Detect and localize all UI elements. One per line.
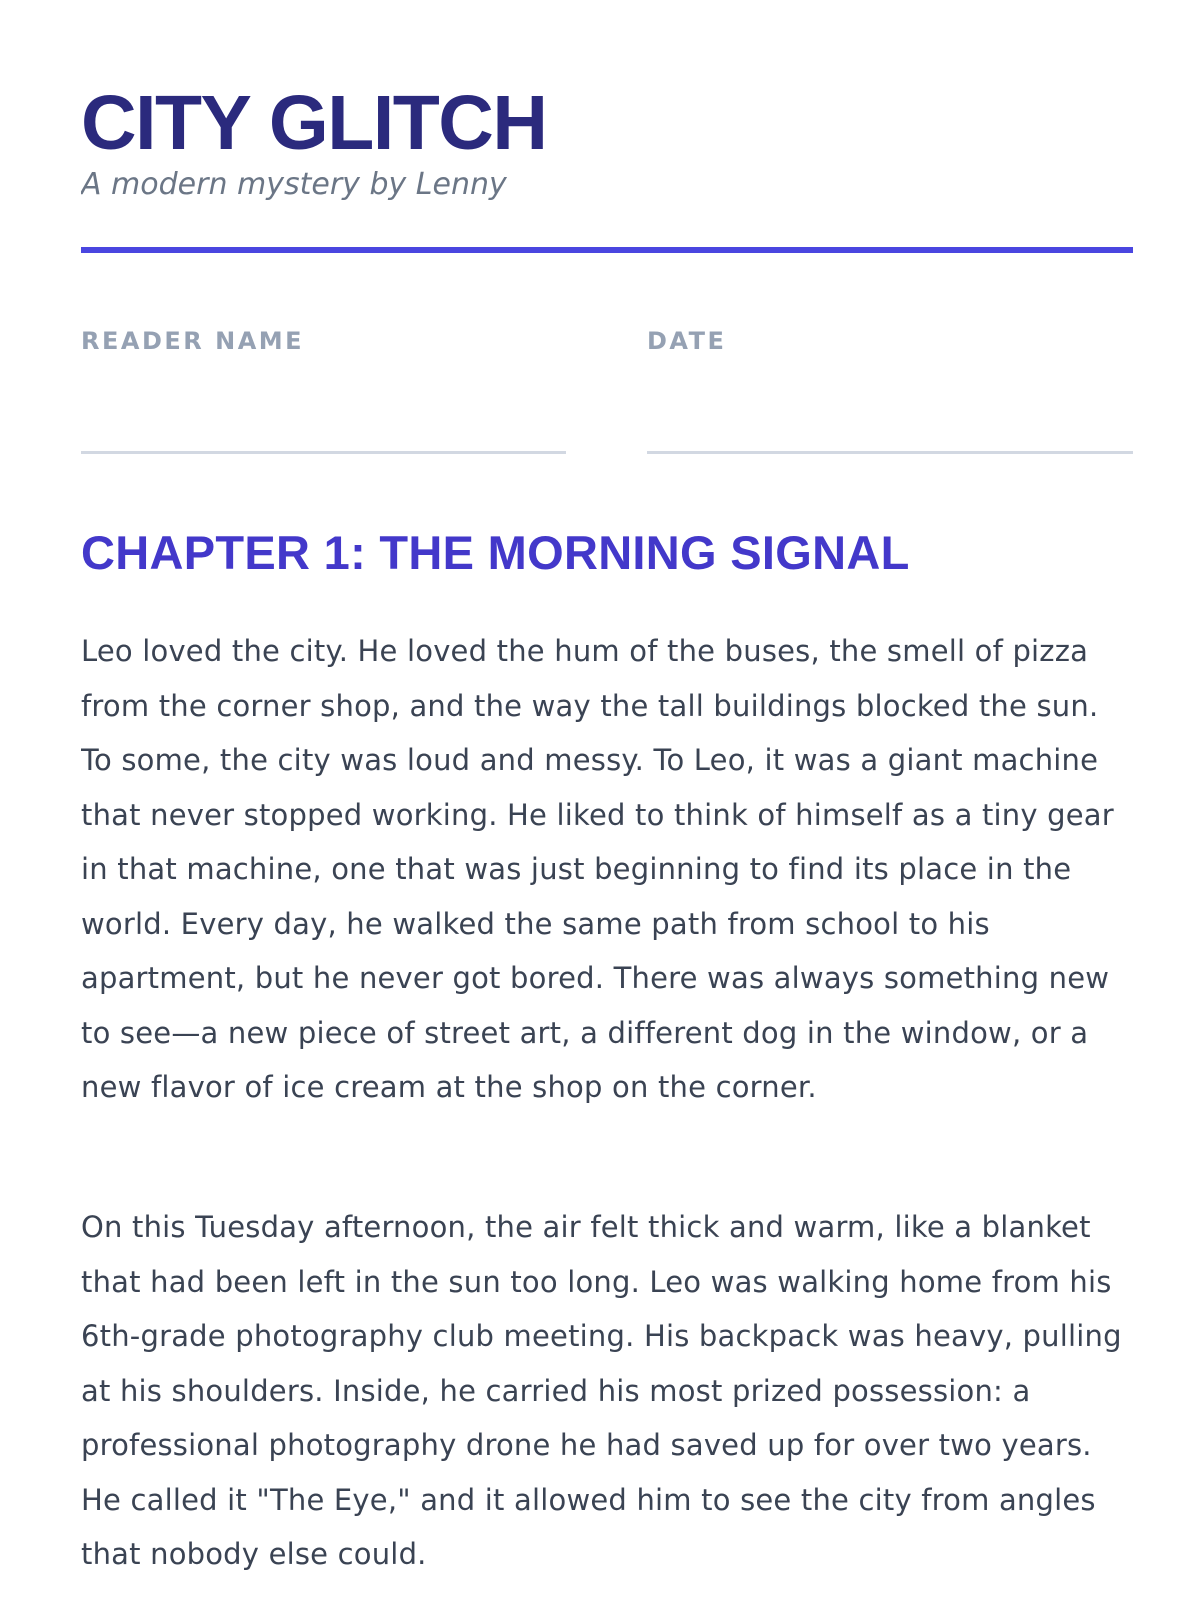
- reader-name-line[interactable]: [81, 451, 566, 454]
- story-page: [81, 0, 1133, 1600]
- story-title: CITY GLITCH: [81, 80, 547, 166]
- date-line[interactable]: [647, 451, 1133, 454]
- story-paragraph: On this Tuesday afternoon, the air felt thick and warm, like a blanket that had been left in the sun too long. Leo was walking home from his 6th-grade photography club meeting. His backpack was heavy, pulling at his shoulders. Inside, he carried his most prized possession: a professional photography drone he had saved up for over two years. He called it "The Eye," and it allowed him to see the city from angles that nobody else could.: [81, 1210, 1122, 1571]
- reader-name-label: READER NAME: [81, 327, 305, 355]
- story-paragraph: Leo loved the city. He loved the hum of the buses, the smell of pizza from the corner shop, and the way the tall buildings blocked the sun. To some, the city was loud and messy. To Leo, it was a giant machine that never stopped working. He liked to think of himself as a tiny gear in that machine, one that was just beginning to find its place in the world. Every day, he walked the same path from school to his apartment, but he never got bored. There was always something new to see—a new piece of street art, a different dog in the window, or a new flavor of ice cream at the shop on the corner.: [81, 634, 1114, 1104]
- story-subtitle: A modern mystery by Lenny: [81, 167, 507, 202]
- chapter-heading: CHAPTER 1: THE MORNING SIGNAL: [81, 526, 910, 579]
- header-divider: [81, 247, 1133, 253]
- date-label: DATE: [647, 327, 727, 355]
- date-field[interactable]: [647, 325, 1133, 455]
- reader-name-field[interactable]: [81, 325, 566, 455]
